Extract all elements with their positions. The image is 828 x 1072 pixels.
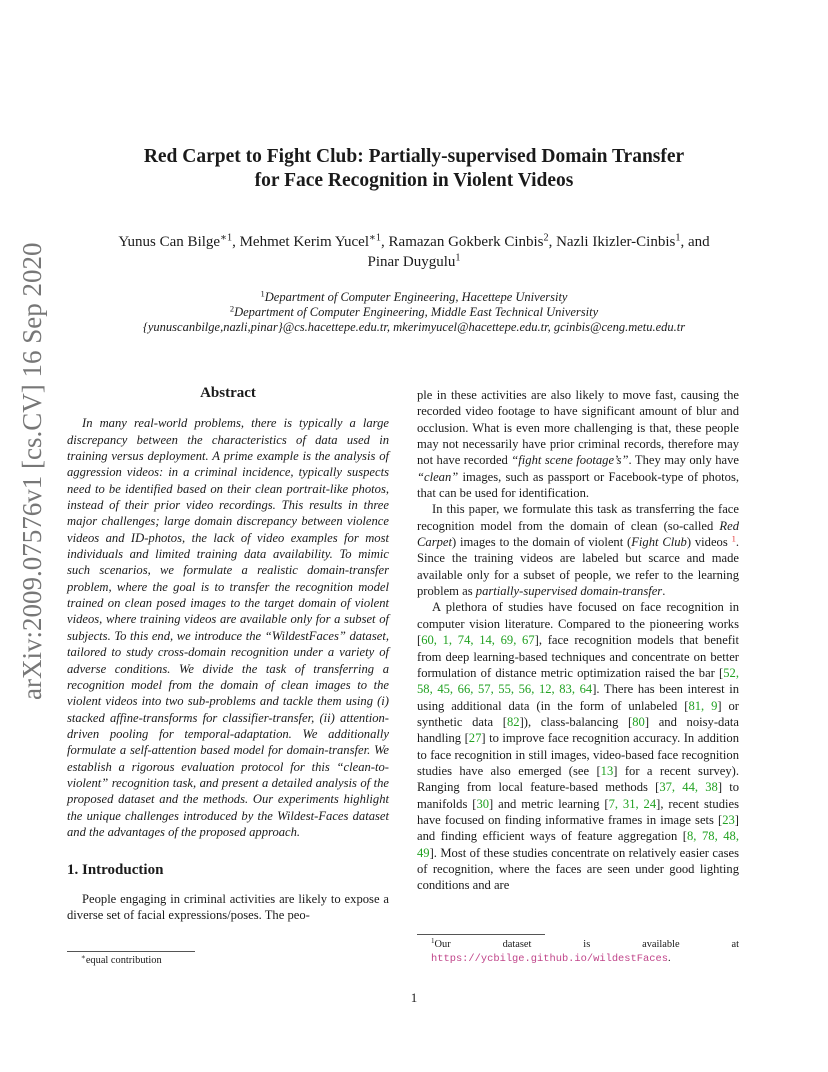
footnote-body: equal contribution: [85, 955, 162, 966]
text: ] or synthetic data [: [417, 698, 739, 729]
footnote-text: [417, 938, 739, 966]
text: .: [662, 584, 666, 599]
footnote-mark: ∗: [81, 953, 86, 962]
citation-link[interactable]: 60, 1, 74, 14, 69, 67: [421, 633, 535, 648]
title-line-2: for Face Recognition in Violent Videos: [254, 170, 574, 191]
footnote-text: [67, 954, 389, 968]
text: ]. There has been interest in using additional data (in the form of unlabeled [: [417, 682, 739, 713]
text: ple in these activities are also likely to move fast, causing the recorded video footage to have significant amount of blur and occlusion. What is even more challenging is that, these people may not necessarily have prior criminal records, therefore may not have recorded: [417, 388, 739, 468]
author-name: Pinar Duygulu: [367, 254, 456, 270]
footnote-end: .: [667, 953, 671, 964]
text: ] to improve face recognition accuracy. In addition to face recognition in still images, video-based face recognition studies have also emerged (see [: [417, 731, 739, 778]
author-emails: {yunuscanbilge,nazli,pinar}@cs.hacettepe.edu.tr, mkerimyucel@hacettepe.edu.tr, gcinbis@ceng.metu.edu.tr: [142, 320, 686, 334]
citation-link[interactable]: 8, 78, 48, 49: [417, 829, 739, 860]
citation-link[interactable]: 7, 31, 24: [608, 796, 657, 811]
text: ], recent studies have focused on finding informative frames in image sets [: [417, 796, 740, 827]
author-name: , Nazli Ikizler-Cinbis: [548, 234, 676, 250]
text: ]), class-balancing [: [519, 714, 633, 729]
title-line-1: Red Carpet to Fight Club: Partially-supervised Domain Transfer: [143, 146, 685, 167]
author-name: Yunus Can Bilge: [118, 234, 221, 250]
text-italic: Fight Club: [631, 535, 687, 550]
author-affil-mark: 2: [543, 232, 549, 244]
affiliation-text: Department of Computer Engineering, Hacettepe University: [264, 290, 568, 304]
paragraph: [417, 387, 739, 501]
citation-link[interactable]: 80: [632, 714, 645, 729]
affiliations: [70, 290, 758, 335]
affiliation-mark: 2: [229, 303, 235, 314]
author-name: , Mehmet Kerim Yucel: [232, 234, 369, 250]
citation-link[interactable]: 82: [506, 714, 520, 729]
text: images, such as passport or Facebook-type of photos, that can be used for identification.: [417, 469, 739, 501]
text: ) images to the domain of violent (: [451, 535, 632, 550]
author-affil-mark: ∗1: [369, 232, 382, 244]
text: ], face recognition models that benefit from deep learning-based techniques and concentrate on better formulation of distance metric optimization raised the bar [: [417, 633, 739, 680]
abstract-heading: Abstract: [200, 385, 256, 401]
right-footnote: [417, 934, 739, 966]
footnote-link[interactable]: 1: [731, 533, 736, 544]
abstract-body: In many real-world problems, there is typically a large discrepancy between the characteristics of data used in training versus deployment. A prime example is the analysis of aggression videos: in a criminal incidence, typically suspects need to be identified based on their clean portrait-like photos, instead of their prior video recordings. This results in three major challenges; large domain discrepancy between violence videos and ID-photos, the lack of video examples for most individuals and limited training data availability. To mimic such scenarios, we formulate a realistic domain-transfer problem, where the goal is to transfer the recognition model trained on clean posed images to the target domain of violent videos, where training videos are available only for a subset of subjects. To this end, we introduce the “WildestFaces” dataset, tailored to study cross-domain recognition under a variety of adverse conditions. We divide the task of transferring a recognition model from the domain of clean images to the violent videos into two sub-problems and tackle them using (i) stacked affine-transforms for classifier-transfer, (ii) attention-driven pooling for temporal-adaptation. We additionally formulate a self-attention based model for domain-transfer. We establish a rigorous evaluation protocol for this “clean-to-violent” recognition task, and present a detailed analysis of the proposed dataset and the methods. Our experiments highlight the unique challenges introduced by the Wildest-Faces dataset and the advantages of the proposed approach.: [67, 416, 389, 839]
author-affil-mark: ∗1: [220, 232, 233, 244]
affiliation-2: [70, 305, 758, 320]
author-conjunction: , and: [680, 234, 710, 250]
text: ] to manifolds [: [417, 780, 740, 811]
citation-link[interactable]: 27: [468, 731, 482, 746]
affiliation-1: [70, 290, 758, 305]
paper-title: [90, 145, 738, 193]
text: ) videos: [686, 535, 732, 550]
affiliation-mark: 1: [260, 288, 265, 299]
text: ] and noisy-data handling [: [417, 714, 740, 746]
citation-link[interactable]: 37, 44, 38: [659, 780, 718, 795]
author-list: [90, 232, 738, 272]
citation-link[interactable]: 52, 58, 45, 66, 57, 55, 56, 12, 83, 64: [417, 665, 739, 697]
paragraph: [417, 599, 739, 893]
text: ] for a recent survey). Ranging from local feature-based methods [: [417, 763, 739, 795]
section-heading-introduction: 1. Introduction: [67, 862, 164, 879]
left-column: [67, 385, 389, 923]
footnote-mark: 1: [431, 937, 435, 946]
affiliation-text: Department of Computer Engineering, Middle East Technical University: [234, 305, 599, 319]
footnote-rule: [417, 934, 545, 935]
paragraph: [417, 501, 739, 599]
text: In this paper, we formulate this task as transferring the face recognition model from the domain of clean (so-called: [417, 502, 739, 533]
text: ]. Most of these studies concentrate on relatively easier cases of recognition, where the faces are seen under good lighting conditions and are: [417, 845, 739, 893]
text: A plethora of studies have focused on face recognition in computer vision literature. Compared to the pioneering works [: [417, 600, 739, 648]
text-italic: “clean”: [417, 469, 459, 484]
arxiv-identifier: arXiv:2009.07576v1 [cs.CV] 16 Sep 2020: [17, 242, 47, 700]
text-italic: “fight scene footage’s”: [511, 453, 629, 468]
page-number: 1: [410, 990, 418, 1005]
text: . Since the training videos are labeled but scarce and made available only for a subset of people, we refer to the learning problem as: [417, 535, 739, 599]
citation-link[interactable]: 13: [600, 763, 614, 778]
citation-link[interactable]: 30: [476, 796, 490, 811]
citation-link[interactable]: 81, 9: [688, 698, 718, 713]
citation-link[interactable]: 23: [722, 812, 735, 827]
text: . They may only have: [628, 453, 740, 468]
left-footnote: [67, 951, 389, 968]
text-italic: partially-supervised domain-transfer: [475, 584, 663, 599]
right-column: [417, 387, 739, 894]
intro-paragraph: People engaging in criminal activities are likely to expose a diverse set of facial expressions/poses. The peo-: [67, 891, 389, 922]
dataset-url-link[interactable]: https://ycbilge.github.io/wildestFaces: [431, 953, 668, 965]
footnote-rule: [67, 951, 195, 952]
text: ] and finding efficient ways of feature aggregation [: [417, 812, 739, 844]
footnote-body: Our dataset is available at: [434, 939, 739, 950]
author-name: , Ramazan Gokberk Cinbis: [381, 234, 544, 250]
author-affil-mark: 1: [455, 252, 461, 264]
author-affil-mark: 1: [675, 232, 681, 244]
text: ] and metric learning [: [489, 796, 609, 811]
text-italic: Red Carpet: [417, 518, 739, 550]
